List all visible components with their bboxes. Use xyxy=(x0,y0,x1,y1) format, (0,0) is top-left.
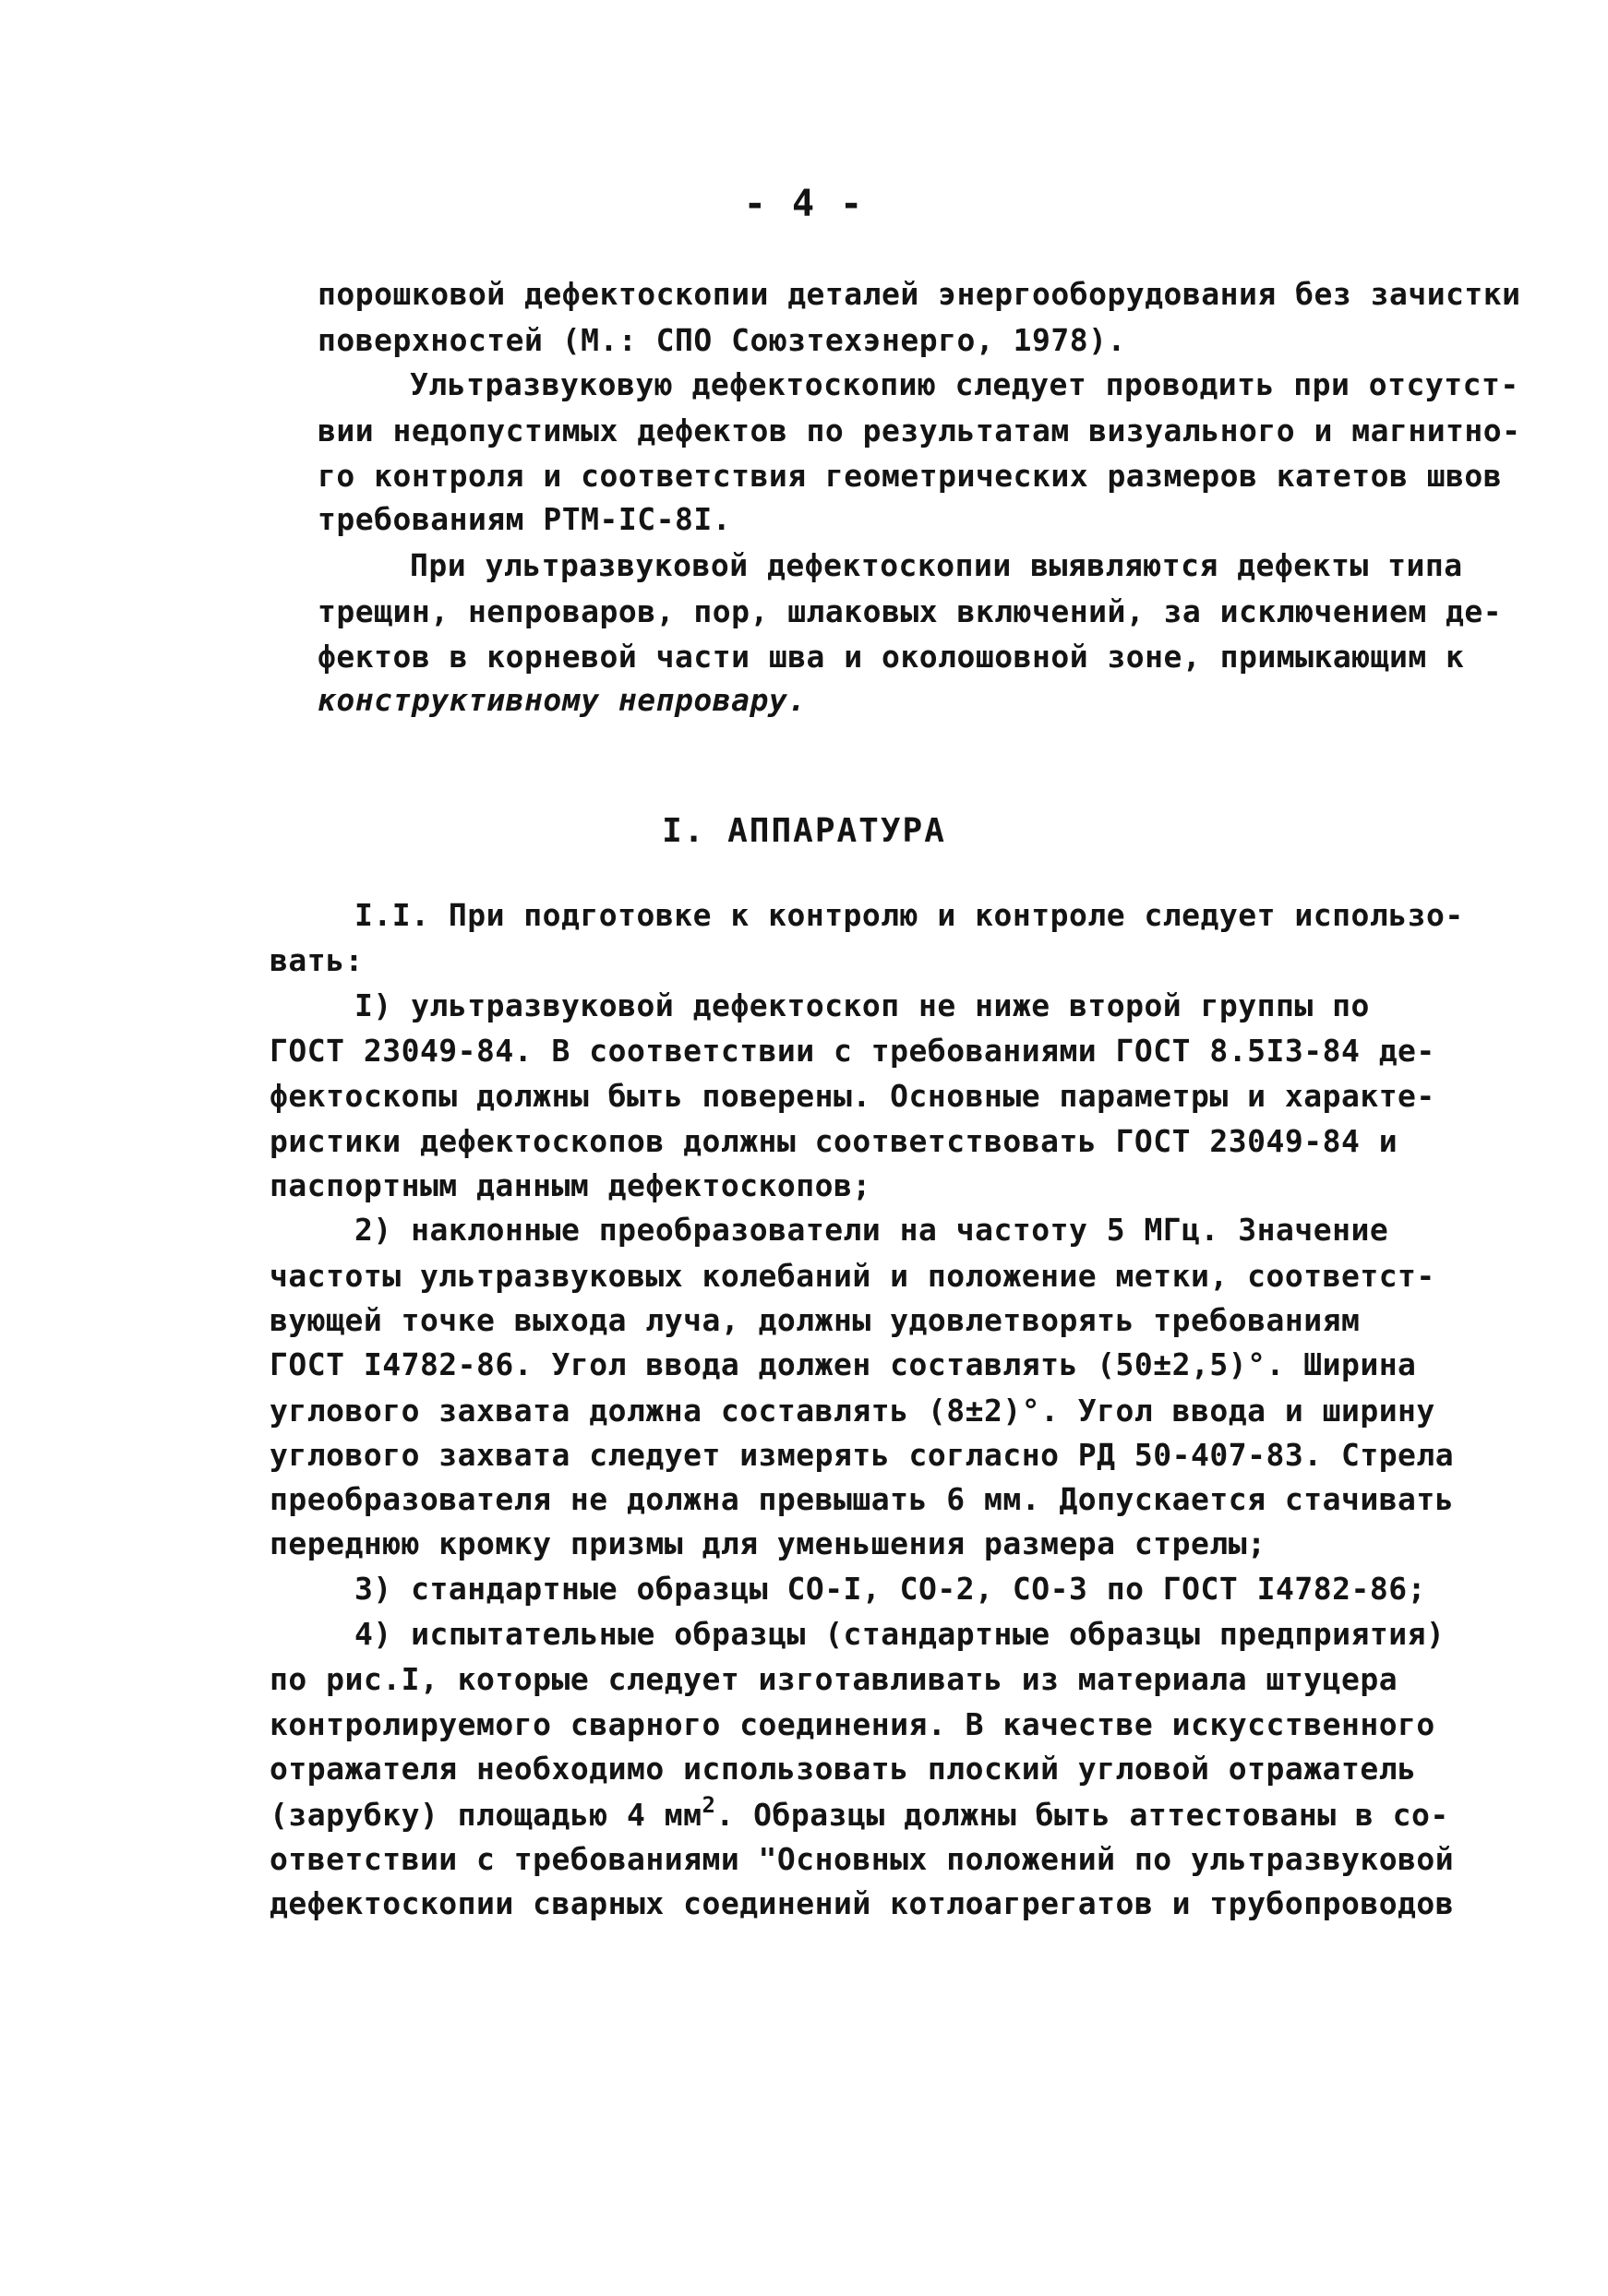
text-line: конструктивному непровару. xyxy=(318,682,807,718)
text-line: фектоскопы должны быть поверены. Основные параметры и характе- xyxy=(270,1078,1435,1114)
text-line: вующей точке выхода луча, должны удовлетворять требованиям xyxy=(270,1302,1361,1338)
text-line: по рис.I, которые следует изготавливать из материала штуцера xyxy=(270,1661,1398,1697)
text-line: углового захвата следует измерять согласно РД 50-407-83. Стрела xyxy=(270,1437,1455,1473)
text-line: трещин, непроваров, пор, шлаковых включений, за исключением де- xyxy=(318,593,1503,629)
text-line: поверхностей (М.: СПО Союзтехэнерго, 1978). xyxy=(318,322,1126,358)
section-heading: I. АППАРАТУРА xyxy=(662,812,946,850)
text-line: паспортным данным дефектоскопов; xyxy=(270,1167,871,1203)
text-line: I) ультразвуковой дефектоскоп не ниже второй группы по xyxy=(354,987,1370,1023)
text-line: Ультразвуковую дефектоскопию следует проводить при отсутст- xyxy=(410,366,1519,402)
superscript: 2 xyxy=(702,1792,716,1818)
text-line: 4) испытательные образцы (стандартные образцы предприятия) xyxy=(354,1616,1446,1652)
text-line: переднюю кромку призмы для уменьшения размера стрелы; xyxy=(270,1525,1266,1561)
text-line: го контроля и соответствия геометрических размеров катетов швов xyxy=(318,458,1503,494)
text-line xyxy=(270,1792,1449,1833)
text-line: вать: xyxy=(270,942,364,978)
text-line: преобразователя не должна превышать 6 мм. Допускается стачивать xyxy=(270,1481,1455,1517)
text-line: отражателя необходимо использовать плоский угловой отражатель xyxy=(270,1751,1417,1787)
text-line: ГОСТ I4782-86. Угол ввода должен составлять (50±2,5)°. Ширина xyxy=(270,1346,1417,1382)
text-fragment: (зарубку) площадью 4 мм xyxy=(270,1797,702,1833)
text-line: требованиям РТМ-IС-8I. xyxy=(318,501,732,537)
text-line: дефектоскопии сварных соединений котлоагрегатов и трубопроводов xyxy=(270,1885,1455,1921)
text-line: углового захвата должна составлять (8±2)°. Угол ввода и ширину xyxy=(270,1393,1435,1429)
page-number: - 4 - xyxy=(743,183,865,225)
text-line: фектов в корневой части шва и околошовной зоне, примыкающим к xyxy=(318,639,1465,675)
text-line: частоты ультразвуковых колебаний и положение метки, соответст- xyxy=(270,1258,1435,1294)
text-line: ответствии с требованиями "Основных положений по ультразвуковой xyxy=(270,1841,1455,1877)
text-line: 2) наклонные преобразователи на частоту 5 МГц. Значение xyxy=(354,1212,1389,1248)
text-line: ГОСТ 23049-84. В соответствии с требованиями ГОСТ 8.5I3-84 де- xyxy=(270,1033,1435,1069)
text-line: I.I. При подготовке к контролю и контроле следует использо- xyxy=(354,897,1464,933)
text-line: 3) стандартные образцы СО-I, СО-2, СО-3 по ГОСТ I4782-86; xyxy=(354,1571,1426,1607)
text-line: контролируемого сварного соединения. В качестве искусственного xyxy=(270,1706,1435,1742)
text-line: порошковой дефектоскопии деталей энергооборудования без зачистки xyxy=(318,276,1521,312)
text-line: ристики дефектоскопов должны соответствовать ГОСТ 23049-84 и xyxy=(270,1123,1398,1159)
text-line: При ультразвуковой дефектоскопии выявляются дефекты типа xyxy=(410,547,1463,583)
text-line: вии недопустимых дефектов по результатам визуального и магнитно- xyxy=(318,413,1521,448)
text-fragment: . Образцы должны быть аттестованы в со- xyxy=(715,1797,1449,1833)
